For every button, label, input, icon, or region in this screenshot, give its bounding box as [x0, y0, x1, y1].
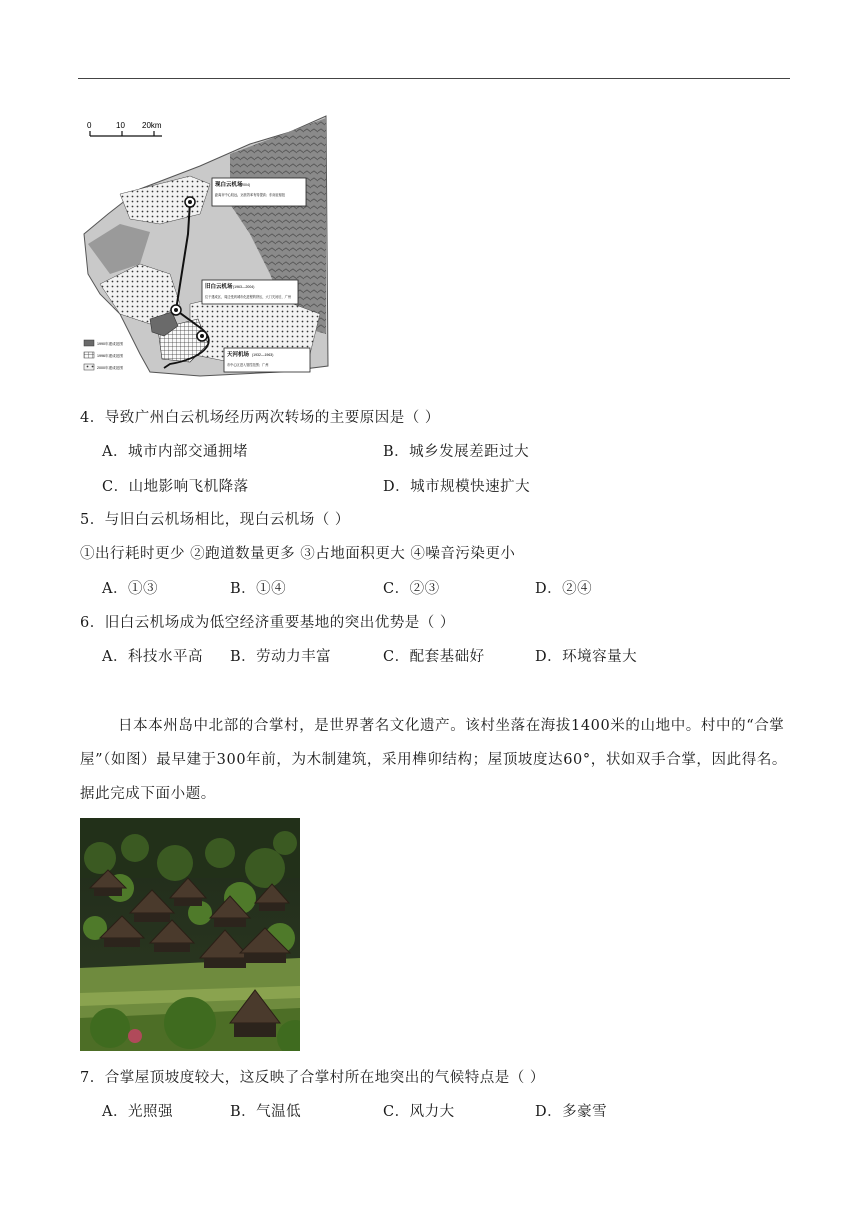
q7-option-a[interactable]: A．光照强: [102, 1104, 173, 1120]
passage-line-1: 日本本州岛中北部的合掌村，是世界著名文化遗产。该村坐落在海拔1400米的山地中。村中的“合掌: [118, 718, 785, 734]
callout-old-airport: [202, 280, 298, 304]
q4-option-d[interactable]: D．城市规模快速扩大: [383, 479, 531, 495]
callout-old-title: 旧白云机场: [205, 284, 233, 290]
q6-stem: 6．旧白云机场成为低空经济重要基地的突出优势是（ ）: [80, 615, 455, 631]
q5-option-c[interactable]: C．②③: [383, 581, 440, 597]
q4-stem: 4．导致广州白云机场经历两次转场的主要原因是（ ）: [80, 410, 440, 426]
callout-current-year: (2004): [240, 183, 251, 187]
q5-option-a[interactable]: A．①③: [102, 581, 158, 597]
callout-old-note: 位于建成区，周边受到城市化进程的挤压，大门关闭后，广州: [205, 295, 292, 299]
scale-tick-0: 0: [87, 121, 92, 130]
legend-1996: 1996年建成范围: [97, 354, 123, 358]
q7-stem: 7．合掌屋顶坡度较大，这反映了合掌村所在地突出的气候特点是（ ）: [80, 1070, 545, 1086]
q6-option-d[interactable]: D．环境容量大: [535, 649, 638, 665]
legend-1990: 1990年建成范围: [97, 342, 123, 346]
q6-option-b[interactable]: B．劳动力丰富: [230, 649, 332, 665]
passage-line-3: 据此完成下面小题。: [80, 786, 216, 802]
q5-items: ①出行耗时更少 ②跑道数量更多 ③占地面积更大 ④噪音污染更小: [80, 546, 516, 562]
q4-option-a[interactable]: A．城市内部交通拥堵: [102, 444, 248, 460]
callout-current-title: 现白云机场: [215, 182, 243, 188]
callout-current-note: 距离市中心较远，运营效率有待提高；东南亚枢纽: [215, 193, 286, 197]
passage-line-2: 屋”（如图）最早建于300年前，为木制建筑，采用榫卯结构；屋顶坡度达60°，状如双手合掌，因此得名。: [80, 752, 788, 768]
guangzhou-airport-map: [80, 114, 336, 386]
q5-option-b[interactable]: B．①④: [230, 581, 287, 597]
q7-option-d[interactable]: D．多豪雪: [535, 1104, 608, 1120]
q4-option-c[interactable]: C．山地影响飞机降落: [102, 479, 249, 495]
scale-bar: [87, 121, 162, 136]
q5-option-d[interactable]: D．②④: [535, 581, 593, 597]
callout-tianhe-airport: [224, 348, 310, 372]
q6-option-c[interactable]: C．配套基础好: [383, 649, 485, 665]
q7-option-b[interactable]: B．气温低: [230, 1104, 302, 1120]
gassho-village-photo: [80, 818, 300, 1051]
scale-tick-10: 10: [116, 121, 125, 130]
q7-option-c[interactable]: C．风力大: [383, 1104, 455, 1120]
legend-2000: 2000年建成范围: [97, 366, 123, 370]
scale-tick-20km: 20km: [142, 121, 162, 130]
callout-tianhe-year: (1932—1963): [252, 353, 274, 357]
header-rule: [78, 78, 790, 79]
q4-option-b[interactable]: B．城乡发展差距过大: [383, 444, 530, 460]
callout-old-year: (1963—2004): [233, 285, 255, 289]
q6-option-a[interactable]: A．科技水平高: [102, 649, 203, 665]
callout-current-airport: [212, 178, 306, 206]
map-legend: [84, 340, 123, 370]
callout-tianhe-note: 市中心区进入管控范围；广州: [227, 363, 269, 367]
callout-tianhe-title: 天河机场: [227, 352, 250, 358]
q5-stem: 5．与旧白云机场相比，现白云机场（ ）: [80, 512, 350, 528]
